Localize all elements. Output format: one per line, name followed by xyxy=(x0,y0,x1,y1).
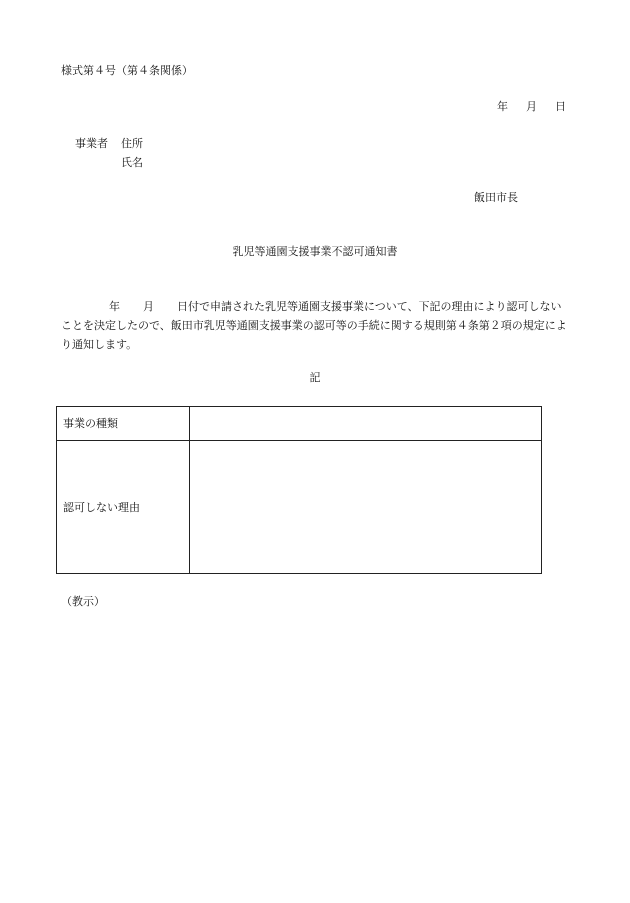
ki-heading: 記 xyxy=(309,371,321,384)
body-text: 日付で申請された乳児等通園支援事業について、下記の理由により認可しないことを決定したので、飯田市乳児等通園支援事業の認可等の手続に関する規則第４条第２項の規定により通知します。 xyxy=(61,300,567,351)
reason-value xyxy=(190,441,542,574)
business-type-label: 事業の種類 xyxy=(57,407,190,441)
name-label: 氏名 xyxy=(121,156,143,169)
date-day: 日 xyxy=(555,100,566,113)
date-year: 年 xyxy=(497,100,508,113)
table-row xyxy=(57,407,542,441)
applicant-label: 事業者 xyxy=(75,137,108,150)
document-title: 乳児等通園支援事業不認可通知書 xyxy=(232,245,398,258)
body-paragraph xyxy=(61,297,571,354)
date-month: 月 xyxy=(526,100,537,113)
body-month: 月 xyxy=(143,300,154,313)
reason-label: 認可しない理由 xyxy=(57,441,190,574)
instruction-note: （教示） xyxy=(61,595,105,608)
date-line xyxy=(497,101,566,112)
body-year: 年 xyxy=(109,300,120,313)
table-row xyxy=(57,441,542,574)
issuer-mayor: 飯田市長 xyxy=(474,191,518,204)
address-label: 住所 xyxy=(121,137,143,150)
form-number: 様式第４号（第４条関係） xyxy=(61,64,193,77)
business-type-value xyxy=(190,407,542,441)
details-table xyxy=(56,406,542,574)
